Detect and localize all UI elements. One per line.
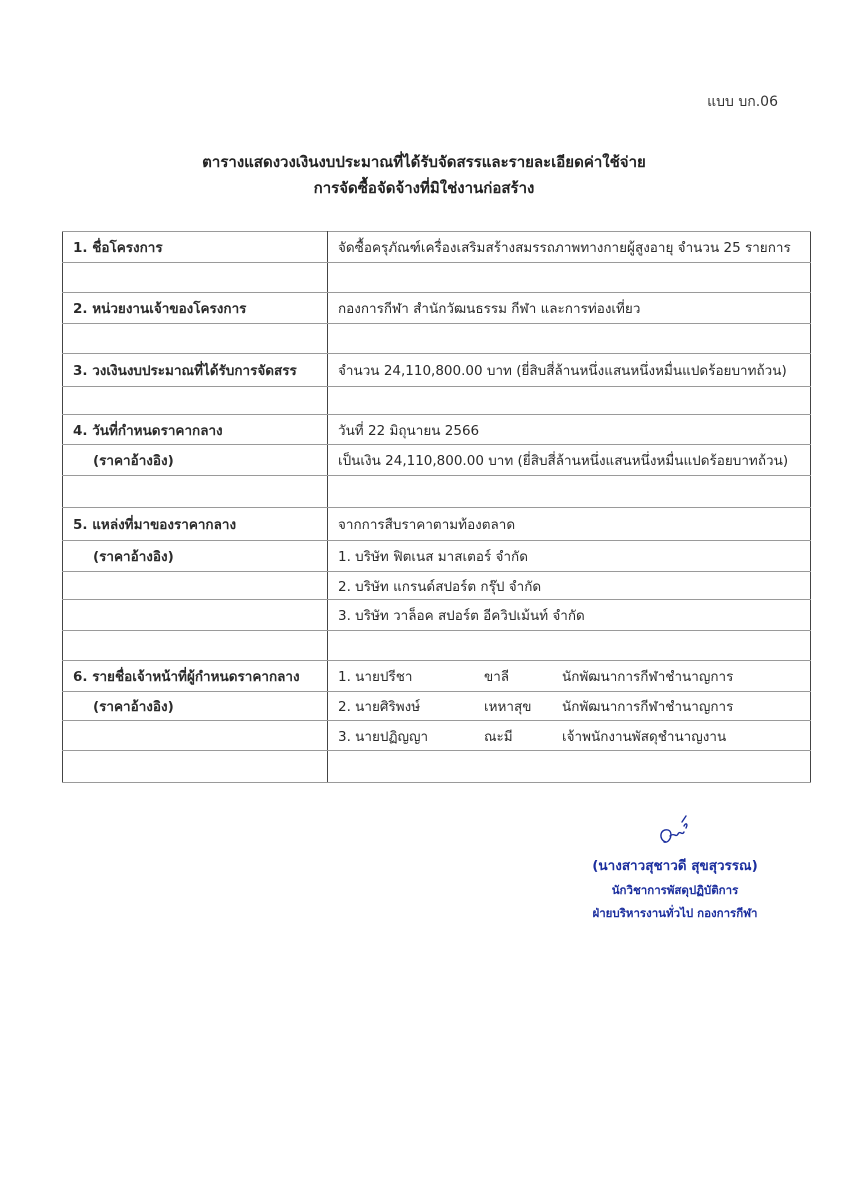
blank-cell	[63, 572, 328, 600]
table-row	[63, 293, 811, 324]
document-subtitle: การจัดซื้อจัดจ้างที่มิใช่งานก่อสร้าง	[313, 179, 535, 197]
blank-cell	[63, 600, 328, 631]
signature-block	[560, 810, 790, 923]
median-date-label: 4. วันที่กำหนดราคากลาง	[63, 415, 328, 445]
source-item: 2. บริษัท แกรนด์สปอร์ต กรุ๊ป จำกัด	[328, 572, 811, 600]
table-row-blank	[63, 476, 811, 508]
table-row	[63, 445, 811, 476]
table-row	[63, 572, 811, 600]
budget-value: จำนวน 24,110,800.00 บาท (ยี่สิบสี่ล้านหนึ่งแสนหนึ่งหมื่นแปดร้อยบาทถ้วน)	[328, 354, 811, 387]
table-row	[63, 508, 811, 541]
staff-member	[328, 661, 811, 692]
table-row	[63, 661, 811, 692]
handwritten-signature-icon	[560, 810, 790, 850]
project-name-value: จัดซื้อครุภัณฑ์เครื่องเสริมสร้างสมรรถภาพทางกายผู้สูงอายุ จำนวน 25 รายการ	[328, 232, 811, 263]
blank-cell	[328, 751, 811, 783]
blank-cell	[63, 324, 328, 354]
median-amount-value: เป็นเงิน 24,110,800.00 บาท (ยี่สิบสี่ล้านหนึ่งแสนหนึ่งหมื่นแปดร้อยบาทถ้วน)	[328, 445, 811, 476]
staff-position: นักพัฒนาการกีฬาชำนาญการ	[562, 669, 734, 685]
table-row	[63, 541, 811, 572]
blank-cell	[63, 263, 328, 293]
table-row	[63, 692, 811, 721]
staff-member	[328, 721, 811, 751]
table-row-blank	[63, 263, 811, 293]
blank-cell	[63, 387, 328, 415]
staff-position: เจ้าพนักงานพัสดุชำนาญงาน	[562, 728, 727, 745]
source-item: 1. บริษัท ฟิตเนส มาสเตอร์ จำกัด	[328, 541, 811, 572]
source-item: 3. บริษัท วาล็อค สปอร์ต อีควิปเม้นท์ จำกัด	[328, 600, 811, 631]
blank-cell	[328, 263, 811, 293]
blank-cell	[328, 476, 811, 508]
median-date-value: วันที่ 22 มิถุนายน 2566	[328, 415, 811, 445]
table-row-blank	[63, 324, 811, 354]
staff-surname: เหหาสุข	[484, 699, 532, 715]
blank-cell	[63, 721, 328, 751]
staff-name: 2. นายศิริพงษ์	[338, 699, 421, 715]
sources-sublabel: (ราคาอ้างอิง)	[63, 541, 328, 572]
sources-intro: จากการสืบราคาตามท้องตลาด	[328, 508, 811, 541]
form-code: แบบ บก.06	[707, 94, 778, 110]
staff-name: 3. นายปฏิญญา	[338, 728, 429, 745]
sources-label: 5. แหล่งที่มาของราคากลาง	[63, 508, 328, 541]
signer-position: นักวิชาการพัสดุปฏิบัติการ	[611, 883, 739, 897]
staff-surname: ขาลี	[484, 669, 510, 685]
staff-sublabel: (ราคาอ้างอิง)	[63, 692, 328, 721]
table-row	[63, 415, 811, 445]
staff-surname: ณะมี	[484, 728, 513, 745]
staff-member	[328, 692, 811, 721]
blank-cell	[328, 324, 811, 354]
signer-department: ฝ่ายบริหารงานทั่วไป กองการกีฬา	[592, 906, 758, 920]
staff-position: นักพัฒนาการกีฬาชำนาญการ	[562, 699, 734, 715]
blank-cell	[328, 387, 811, 415]
table-row-blank	[63, 387, 811, 415]
staff-name: 1. นายปรีชา	[338, 669, 413, 685]
owner-value: กองการกีฬา สำนักวัฒนธรรม กีฬา และการท่องเที่ยว	[328, 293, 811, 324]
table-row	[63, 232, 811, 263]
document-title: ตารางแสดงวงเงินงบประมาณที่ได้รับจัดสรรและรายละเอียดค่าใช้จ่าย	[202, 153, 646, 171]
table-row-blank	[63, 631, 811, 661]
blank-cell	[63, 631, 328, 661]
median-date-sublabel: (ราคาอ้างอิง)	[63, 445, 328, 476]
blank-cell	[328, 631, 811, 661]
owner-label: 2. หน่วยงานเจ้าของโครงการ	[63, 293, 328, 324]
table-row	[63, 354, 811, 387]
table-row	[63, 721, 811, 751]
table-row	[63, 600, 811, 631]
table-row-blank	[63, 751, 811, 783]
signer-name: (นางสาวสุชาวดี สุขสุวรรณ)	[592, 858, 758, 874]
staff-label: 6. รายชื่อเจ้าหน้าที่ผู้กำหนดราคากลาง	[63, 661, 328, 692]
blank-cell	[63, 751, 328, 783]
budget-label: 3. วงเงินงบประมาณที่ได้รับการจัดสรร	[63, 354, 328, 387]
blank-cell	[63, 476, 328, 508]
budget-details-table	[62, 231, 811, 783]
project-name-label: 1. ชื่อโครงการ	[63, 232, 328, 263]
